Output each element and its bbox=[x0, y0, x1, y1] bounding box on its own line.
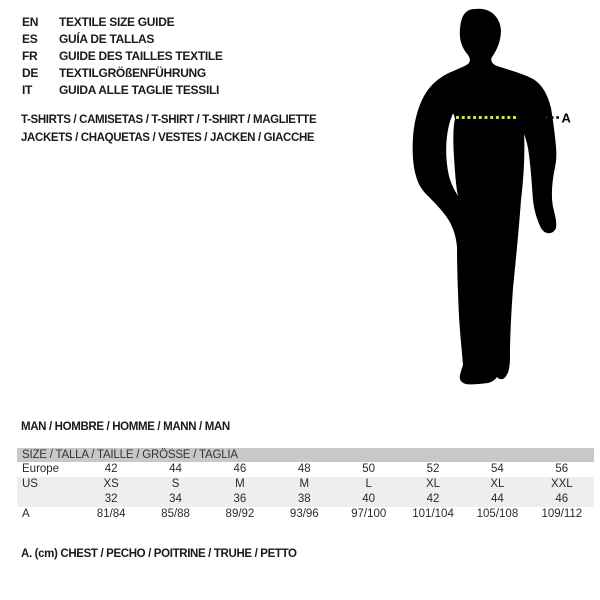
language-code: FR bbox=[22, 49, 38, 63]
size-table-row-europe bbox=[17, 462, 594, 477]
language-row bbox=[22, 48, 223, 65]
size-table-row-us-numeric bbox=[17, 492, 594, 507]
size-cell: 97/100 bbox=[351, 508, 387, 520]
size-table bbox=[17, 448, 594, 522]
language-code: ES bbox=[22, 32, 38, 46]
size-cell: 44 bbox=[491, 493, 504, 505]
size-cell: 81/84 bbox=[96, 508, 126, 520]
size-table-header: SIZE / TALLA / TAILLE / GRÖSSE / TAGLIA bbox=[17, 448, 594, 462]
language-title: TEXTILE SIZE GUIDE bbox=[59, 15, 175, 29]
language-row bbox=[22, 82, 223, 99]
row-label bbox=[17, 492, 79, 507]
size-cell: 34 bbox=[169, 493, 182, 505]
size-cell: 40 bbox=[362, 493, 376, 505]
size-cell: 32 bbox=[104, 493, 118, 505]
size-cell: 48 bbox=[297, 463, 311, 475]
row-label: A bbox=[22, 508, 30, 520]
language-row bbox=[22, 14, 223, 31]
category-lines bbox=[21, 111, 316, 147]
measure-label-a: A bbox=[561, 110, 571, 126]
language-title: GUÍA DE TALLAS bbox=[59, 32, 155, 46]
size-cell: XS bbox=[103, 478, 119, 490]
size-cell: L bbox=[365, 478, 372, 490]
size-cell: 44 bbox=[169, 463, 182, 475]
chest-measurement-note: A. (cm) CHEST / PECHO / POITRINE / TRUHE / PETTO bbox=[21, 548, 297, 560]
size-cell: XL bbox=[490, 478, 505, 490]
size-table-row-chest bbox=[17, 507, 594, 522]
language-code: DE bbox=[22, 66, 39, 80]
size-table-row-us bbox=[17, 477, 594, 492]
language-list bbox=[22, 14, 223, 99]
size-cell: 42 bbox=[426, 493, 440, 505]
size-cell: 105/108 bbox=[476, 508, 519, 520]
row-label: US bbox=[22, 478, 38, 490]
language-title: TEXTILGRÖßENFÜHRUNG bbox=[59, 66, 206, 80]
size-cell: M bbox=[235, 478, 245, 490]
figure-area bbox=[408, 4, 572, 388]
size-cell: 101/104 bbox=[412, 508, 454, 520]
size-cell: 50 bbox=[362, 463, 376, 475]
size-cell: 46 bbox=[555, 493, 569, 505]
size-cell: 46 bbox=[233, 463, 247, 475]
size-cell: 54 bbox=[491, 463, 504, 475]
language-title: GUIDE DES TAILLES TEXTILE bbox=[59, 49, 223, 63]
size-cell: 52 bbox=[426, 463, 440, 475]
size-cell: 38 bbox=[297, 493, 311, 505]
size-cell: 89/92 bbox=[225, 508, 255, 520]
size-cell: 56 bbox=[555, 463, 569, 475]
row-label: Europe bbox=[22, 463, 60, 475]
language-code: IT bbox=[22, 83, 33, 97]
size-cell: 85/88 bbox=[161, 508, 190, 520]
size-cell: 109/112 bbox=[541, 508, 583, 520]
language-title: GUIDA ALLE TAGLIE TESSILI bbox=[59, 83, 220, 97]
language-row bbox=[22, 65, 223, 82]
size-cell: XXL bbox=[550, 478, 573, 490]
man-silhouette-svg bbox=[408, 4, 572, 388]
language-code: EN bbox=[22, 15, 39, 29]
size-cell: S bbox=[171, 478, 180, 490]
size-cell: 93/96 bbox=[289, 508, 319, 520]
man-silhouette bbox=[413, 9, 557, 385]
size-cell: 36 bbox=[233, 493, 247, 505]
size-cell: M bbox=[299, 478, 310, 490]
size-cell: 42 bbox=[104, 463, 118, 475]
language-row bbox=[22, 31, 223, 48]
man-section-label: MAN / HOMBRE / HOMME / MANN / MAN bbox=[21, 421, 230, 433]
category-line-tshirts: T-SHIRTS / CAMISETAS / T-SHIRT / T-SHIRT / MAGLIETTE bbox=[21, 114, 317, 126]
size-cell: XL bbox=[426, 478, 441, 490]
category-line-jackets: JACKETS / CHAQUETAS / VESTES / JACKEN / GIACCHE bbox=[21, 132, 315, 144]
